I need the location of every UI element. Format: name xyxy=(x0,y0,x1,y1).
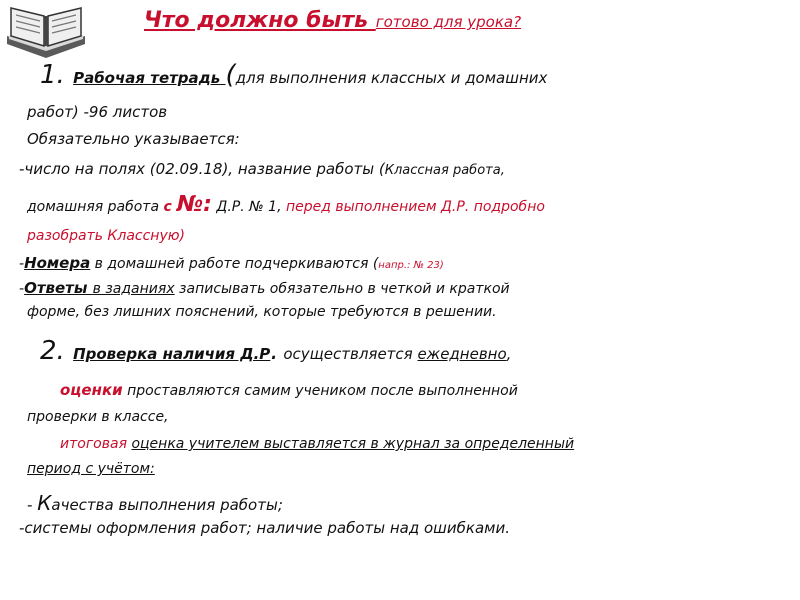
item2-desc2: ежедневно xyxy=(417,345,507,363)
item2-line4c: оценка учителем выставляется в журнал за определенный xyxy=(131,436,575,452)
item2-desc3: , xyxy=(506,345,512,363)
item2-line3: проверки в классе, xyxy=(27,409,169,425)
open-book-icon xyxy=(3,2,89,60)
item1-line7a: - xyxy=(19,256,25,272)
item1-line8c: в заданиях xyxy=(92,281,175,297)
item1-line5c: №: xyxy=(176,192,212,217)
item1-line8d: записывать обязательно в четкой и краткой xyxy=(174,281,510,297)
item2-line4a: итоговая xyxy=(60,436,127,452)
item2-line2 xyxy=(60,381,518,399)
item2-dot: . xyxy=(270,336,279,366)
item2-header xyxy=(40,336,511,366)
item2-number: 2. xyxy=(40,336,74,366)
item1-line6: разобрать Классную) xyxy=(27,228,185,244)
item2-line6a: - xyxy=(27,496,38,514)
item2-line5: период с учётом: xyxy=(27,461,155,477)
item2-line6 xyxy=(27,491,283,515)
item1-line4 xyxy=(19,160,505,178)
item1-line7b: Номера xyxy=(24,254,91,272)
title-part1: Что должно быть xyxy=(144,8,376,33)
item2-line2a: оценки xyxy=(60,381,123,399)
item1-line4a: -число на полях (02.09.18), название работы ( xyxy=(19,160,385,178)
item1-line5 xyxy=(27,192,545,217)
item1-line8a: - xyxy=(19,281,25,297)
item1-line4b: Классная работа, xyxy=(384,163,505,178)
item2-line6c: ачества выполнения работы; xyxy=(51,496,283,514)
item1-line5e: перед выполнением Д.Р. подробно xyxy=(285,199,545,215)
item1-line7c: в домашней работе подчеркиваются ( xyxy=(90,256,379,272)
item1-desc: для выполнения классных и домашних xyxy=(235,69,548,87)
item2-line6b: К xyxy=(37,491,52,515)
item1-line2: работ) -96 листов xyxy=(27,103,168,121)
item1-line9: форме, без лишних пояснений, которые требуются в решении. xyxy=(27,304,497,320)
item1-heading: Рабочая тетрадь xyxy=(73,69,226,87)
item1-line7 xyxy=(19,254,444,272)
item2-line2b: проставляются самим учеником после выполненной xyxy=(122,383,518,399)
item1-line5a: домашняя работа xyxy=(27,199,164,215)
item1-header xyxy=(40,60,547,90)
item2-desc1: осуществляется xyxy=(278,345,418,363)
item1-number: 1. xyxy=(40,60,74,90)
item1-line3: Обязательно указывается: xyxy=(27,130,240,148)
item1-line5d: Д.Р. № 1, xyxy=(211,199,286,215)
title-part2: готово для урока? xyxy=(375,13,522,31)
item1-line7d: напр.: № 23) xyxy=(378,260,444,271)
item2-line4 xyxy=(60,436,574,452)
item2-line7: -системы оформления работ; наличие работы над ошибками. xyxy=(19,519,510,537)
item2-heading: Проверка наличия Д.Р xyxy=(73,345,271,363)
item1-line5b: с xyxy=(163,199,177,215)
item1-line8 xyxy=(19,279,510,297)
page-title xyxy=(144,8,521,33)
item1-paren: ( xyxy=(225,60,236,90)
item1-line8b: Ответы xyxy=(24,279,93,297)
